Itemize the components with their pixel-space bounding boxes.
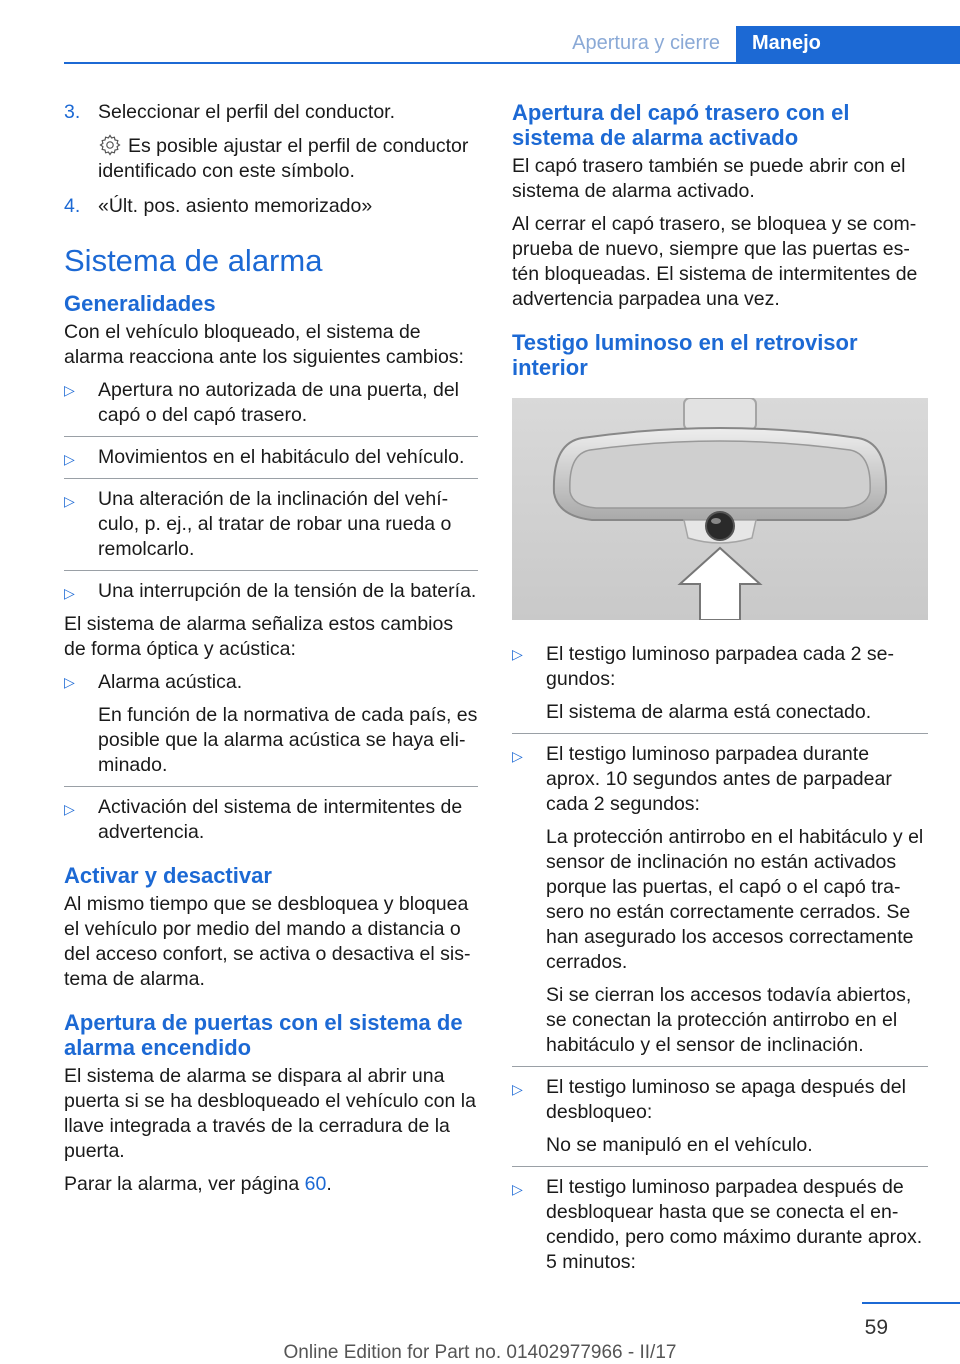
stop-alarm-text: Parar la alarma, ver página (64, 1173, 305, 1195)
heading-indicator: Testigo luminoso en el retrovisor interior (512, 330, 858, 380)
section-title-alarm: Sistema de alarma (64, 243, 323, 278)
triangle-right-icon: ▷ (64, 451, 75, 467)
indicator-list (512, 642, 928, 1275)
signals-list (64, 670, 478, 845)
list-item (64, 670, 478, 778)
list-item-text: Una interrupción de la tensión de la batería. (98, 580, 477, 602)
list-item-detail: El sistema de alarma está conectado. (546, 701, 872, 723)
gear-icon (98, 133, 122, 157)
list-item-text: Alarma acústica. (98, 671, 243, 693)
paragraph-trunk-2: Al cerrar el capó trasero, se bloquea y se com‐prueba de nuevo, siempre que las puertas es‐tén bloqueadas. El sistema de intermitentes de advertencia parpadea una vez. (512, 213, 918, 310)
list-item (512, 1066, 928, 1158)
list-item-text: Movimientos en el habitáculo del vehículo. (98, 446, 465, 468)
heading-general: Generalidades (64, 291, 216, 316)
list-item-text: El testigo luminoso parpadea cada 2 se‐gundos: (546, 643, 894, 690)
triangle-right-icon: ▷ (64, 382, 75, 398)
footer-rule (862, 1302, 960, 1304)
list-item-detail: No se manipuló en el vehículo. (546, 1134, 813, 1156)
step-note (98, 133, 478, 184)
heading-trunk: Apertura del capó trasero con el sistema de alarma activado (512, 100, 850, 150)
triangle-right-icon: ▷ (64, 801, 75, 817)
header-section-title: Apertura y cierre (572, 32, 720, 54)
triangle-right-icon: ▷ (64, 493, 75, 509)
step-number: 3. (64, 101, 81, 123)
triangle-right-icon: ▷ (512, 646, 523, 662)
step-number: 4. (64, 195, 81, 217)
indicator-light (706, 512, 734, 540)
list-item (64, 378, 478, 428)
paragraph-trunk-1: El capó trasero también se puede abrir con el sistema de alarma activado. (512, 155, 906, 202)
mirror-illustration (512, 398, 928, 620)
steps-list (64, 100, 478, 219)
list-item (512, 642, 928, 725)
list-item-text: El testigo luminoso parpadea después de desbloquear hasta que se conecta el en‐cendido, pero como máximo durante aprox. 5 minutos: (546, 1176, 923, 1273)
list-item (64, 478, 478, 562)
heading-activate: Activar y desactivar (64, 863, 272, 888)
left-column (64, 100, 478, 1205)
page-header (64, 0, 960, 64)
list-item-detail: Si se cierran los accesos todavía abiertos, se conectan la protección antirrobo en el habitáculo y el sensor de inclinación. (546, 984, 912, 1056)
triangle-right-icon: ▷ (512, 748, 523, 764)
page-footer (0, 1302, 960, 1362)
paragraph-stop-alarm (64, 1172, 478, 1197)
triangle-right-icon: ▷ (64, 585, 75, 601)
list-item-text: Apertura no autorizada de una puerta, del capó o del capó trasero. (98, 379, 460, 426)
paragraph-doors: El sistema de alarma se dispara al abrir una puerta si se ha desbloqueado el vehículo con la llave integrada a través de la cerradura de la puerta. (64, 1065, 476, 1162)
list-item-text: Activación del sistema de intermitentes de advertencia. (98, 796, 463, 843)
list-item (64, 786, 478, 845)
triangle-right-icon: ▷ (64, 674, 75, 690)
list-item-text: El testigo luminoso se apaga después del desbloqueo: (546, 1076, 906, 1123)
page-number: 59 (864, 1316, 888, 1339)
step-item (64, 100, 478, 184)
triangle-right-icon: ▷ (512, 1081, 523, 1097)
step-text: Seleccionar el perfil del conductor. (98, 101, 396, 123)
stop-alarm-suffix: . (326, 1173, 332, 1195)
page-link[interactable]: 60 (304, 1173, 327, 1195)
header-chapter-tab: Manejo (736, 26, 960, 62)
paragraph-general: Con el vehículo bloqueado, el sistema de alarma reacciona ante los siguientes cambios: (64, 321, 464, 368)
list-item (64, 436, 478, 470)
heading-doors: Apertura de puertas con el sistema de alarma encendido (64, 1010, 463, 1060)
step-item (64, 194, 478, 219)
paragraph-signals: El sistema de alarma señaliza estos cambios de forma óptica y acústica: (64, 613, 454, 660)
step-note-text: Es posible ajustar el perfil de conductor identificado con este símbolo. (98, 135, 469, 182)
paragraph-activate: Al mismo tiempo que se desbloquea y bloquea el vehículo por medio del mando a distancia o del acceso confort, se activa o desactiva el sis‐tema de alarma. (64, 893, 471, 990)
changes-list (64, 378, 478, 604)
edition-note: Online Edition for Part no. 01402977966 - II/17 (283, 1342, 677, 1363)
list-item (64, 570, 478, 604)
step-text: «Últ. pos. asiento memorizado» (98, 195, 373, 217)
triangle-right-icon: ▷ (512, 1181, 523, 1197)
list-item-detail: La protección antirrobo en el habitáculo y el sensor de inclinación no están activados porque las puertas, el capó o el capó tra‐sero no están correctamente cerrados. Se han asegurado los accesos correctamente cerrados. (546, 826, 924, 973)
right-column (512, 100, 928, 1283)
list-item-text: El testigo luminoso parpadea durante aprox. 10 segundos antes de parpadear cada 2 segundos: (546, 743, 892, 815)
list-item (512, 733, 928, 1058)
list-item-text: Una alteración de la inclinación del vehí‐culo, p. ej., al tratar de robar una rueda o remolcarlo. (98, 488, 452, 560)
list-item (512, 1166, 928, 1275)
list-item-detail: En función de la normativa de cada país, es posible que la alarma acústica se haya eli‐minado. (98, 704, 478, 776)
